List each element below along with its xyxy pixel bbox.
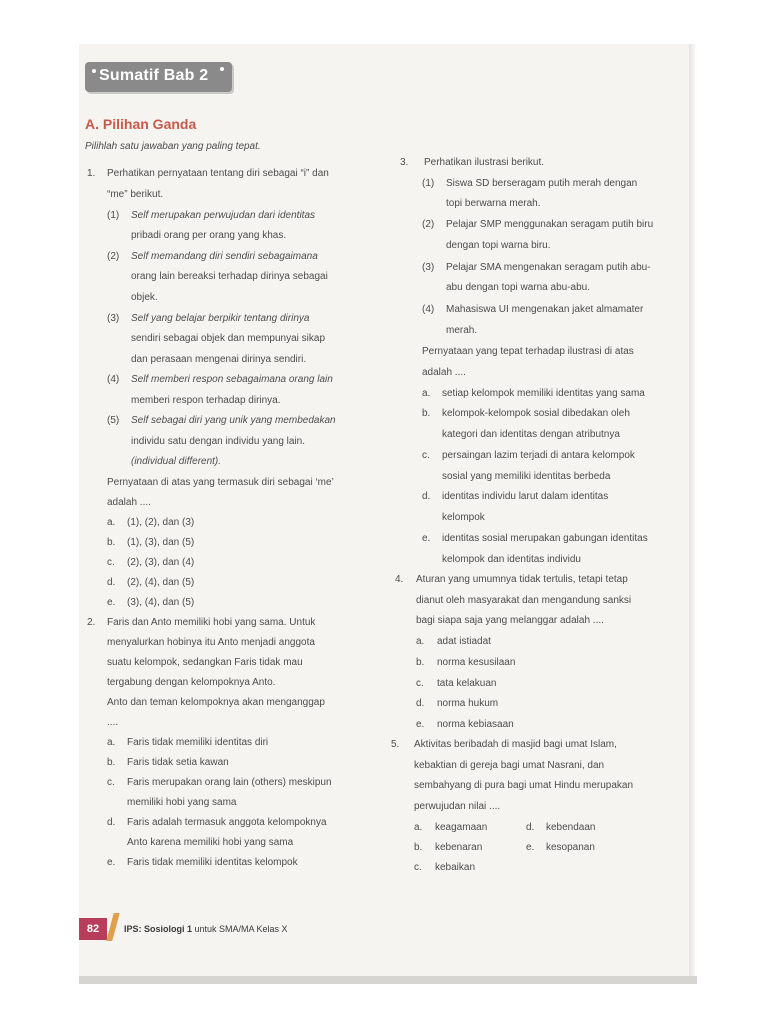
text-line: Faris tidak setia kawan — [127, 757, 229, 768]
chapter-banner — [85, 62, 232, 92]
text-line: b. — [107, 537, 116, 548]
text-line: sembahyang di pura bagi umat Hindu merupakan — [414, 780, 634, 791]
text-line: (3), (4), dan (5) — [127, 597, 195, 608]
text-line: keagamaan — [435, 822, 488, 833]
text-line: d. — [422, 491, 431, 502]
text-line: c. — [416, 678, 424, 689]
text-line: objek. — [131, 292, 158, 303]
page-shadow — [689, 44, 697, 982]
text-line: memiliki hobi yang sama — [127, 797, 237, 808]
text-line: (2) — [422, 219, 435, 230]
text-line: Faris tidak memiliki identitas kelompok — [127, 857, 298, 868]
book-title-bold: IPS: Sosiologi 1 — [124, 924, 193, 934]
text-line: 5. — [391, 739, 400, 750]
book-title — [124, 924, 288, 934]
text-line: (1) — [107, 210, 120, 221]
text-line: kelompok-kelompok sosial dibedakan oleh — [442, 408, 630, 419]
text-line: d. — [107, 817, 116, 828]
text-line: menyalurkan hobinya itu Anto menjadi anggota — [107, 637, 315, 648]
text-line: c. — [107, 557, 115, 568]
text-line: Aktivitas beribadah di masjid bagi umat Islam, — [414, 739, 617, 750]
text-line: Pernyataan yang tepat terhadap ilustrasi di atas — [422, 346, 634, 357]
text-line: adat istiadat — [437, 636, 491, 647]
text-line: (5) — [107, 415, 120, 426]
text-line: Perhatikan ilustrasi berikut. — [424, 157, 545, 168]
text-line: norma kesusilaan — [437, 657, 516, 668]
text-line: a. — [414, 822, 423, 833]
text-line: b. — [416, 657, 425, 668]
text-line: (3) — [422, 262, 435, 273]
text-line: Faris adalah termasuk anggota kelompoknya — [127, 817, 327, 828]
text-line: kebendaan — [546, 822, 596, 833]
text-line: kebenaran — [435, 842, 483, 853]
text-line: 2. — [87, 617, 96, 628]
text-line: Self yang belajar berpikir tentang dirinya — [131, 313, 310, 324]
text-line: Mahasiswa UI mengenakan jaket almamater — [446, 304, 644, 315]
text-line: pribadi orang per orang yang khas. — [131, 230, 287, 241]
text-line: topi berwarna merah. — [446, 198, 541, 209]
text-line: b. — [422, 408, 431, 419]
text-line: dianut oleh masyarakat dan mengandung sanksi — [416, 595, 632, 606]
text-line: (2) — [107, 251, 120, 262]
text-line: a. — [416, 636, 425, 647]
text-line: d. — [416, 698, 425, 709]
text-line: sosial yang memiliki identitas berbeda — [442, 471, 611, 482]
text-line: e. — [107, 597, 116, 608]
text-line: c. — [107, 777, 115, 788]
text-line: dan perasaan mengenai dirinya sendiri. — [131, 354, 307, 365]
text-line: (1), (3), dan (5) — [127, 537, 195, 548]
text-line: a. — [107, 517, 116, 528]
banner-dot — [92, 69, 96, 73]
text-line: d. — [526, 822, 535, 833]
page-number: 82 — [79, 918, 107, 940]
text-line: adalah .... — [422, 367, 466, 378]
text-line: kelompok — [442, 512, 485, 523]
text-line: 3. — [400, 157, 409, 168]
text-line: Anto karena memiliki hobi yang sama — [127, 837, 294, 848]
text-line: kebaktian di gereja bagi umat Nasrani, dan — [414, 760, 605, 771]
text-line: a. — [422, 388, 431, 399]
text-line: (1) — [422, 178, 435, 189]
text-line: (3) — [107, 313, 120, 324]
text-line: Pernyataan di atas yang termasuk diri sebagai ‘me’ — [107, 477, 334, 488]
text-line: memberi respon terhadap dirinya. — [131, 395, 281, 406]
text-line: (individual different). — [131, 456, 222, 467]
text-line: Self sebagai diri yang unik yang membedakan — [131, 415, 336, 426]
text-line: Anto dan teman kelompoknya akan menganggap — [107, 697, 325, 708]
text-line: Aturan yang umumnya tidak tertulis, tetapi tetap — [416, 574, 628, 585]
text-line: tergabung dengan kelompoknya Anto. — [107, 677, 276, 688]
text-line: kesopanan — [546, 842, 595, 853]
text-line: kelompok dan identitas individu — [442, 554, 581, 565]
text-line: persaingan lazim terjadi di antara kelompok — [442, 450, 635, 461]
section-title: A. Pilihan Ganda — [85, 116, 197, 132]
text-line: suatu kelompok, sedangkan Faris tidak mau — [107, 657, 303, 668]
text-line: individu satu dengan individu yang lain. — [131, 436, 306, 447]
text-line: abu dengan topi warna abu-abu. — [446, 282, 591, 293]
text-line: a. — [107, 737, 116, 748]
text-line: b. — [107, 757, 116, 768]
text-line: Self memberi respon sebagaimana orang lain — [131, 374, 333, 385]
text-line: identitas individu larut dalam identitas — [442, 491, 609, 502]
text-line: perwujudan nilai .... — [414, 801, 501, 812]
text-line: merah. — [446, 325, 478, 336]
text-line: (2), (4), dan (5) — [127, 577, 195, 588]
text-line: 1. — [87, 168, 96, 179]
text-line: e. — [107, 857, 116, 868]
text-line: dengan topi warna biru. — [446, 240, 551, 251]
text-line: norma kebiasaan — [437, 719, 514, 730]
text-line: adalah .... — [107, 497, 151, 508]
text-line: e. — [526, 842, 535, 853]
text-line: .... — [107, 717, 119, 728]
text-line: sendiri sebagai objek dan mempunyai sikap — [131, 333, 326, 344]
chapter-title: Sumatif Bab 2 — [99, 67, 209, 84]
text-line: Faris merupakan orang lain (others) meskipun — [127, 777, 332, 788]
text-line: Pelajar SMA mengenakan seragam putih abu- — [446, 262, 651, 273]
text-line: e. — [416, 719, 425, 730]
text-line: 4. — [395, 574, 404, 585]
text-line: setiap kelompok memiliki identitas yang sama — [442, 388, 645, 399]
text-line: “me” berikut. — [107, 189, 164, 200]
text-line: identitas sosial merupakan gabungan identitas — [442, 533, 648, 544]
text-line: norma hukum — [437, 698, 499, 709]
text-line: Faris tidak memiliki identitas diri — [127, 737, 269, 748]
text-line: Self merupakan perwujudan dari identitas — [131, 210, 315, 221]
book-title-rest: untuk SMA/MA Kelas X — [192, 924, 288, 934]
page-bottom-edge — [79, 976, 697, 984]
text-line: c. — [414, 862, 422, 873]
text-line: Perhatikan pernyataan tentang diri sebagai “i” dan — [107, 168, 329, 179]
text-line: Self memandang diri sendiri sebagaimana — [131, 251, 318, 262]
text-line: Siswa SD berseragam putih merah dengan — [446, 178, 638, 189]
text-line: tata kelakuan — [437, 678, 497, 689]
text-line: (1), (2), dan (3) — [127, 517, 195, 528]
text-line: b. — [414, 842, 423, 853]
text-line: d. — [107, 577, 116, 588]
text-line: orang lain bereaksi terhadap dirinya sebagai — [131, 271, 328, 282]
text-line: c. — [422, 450, 430, 461]
text-line: bagi siapa saja yang melanggar adalah .... — [416, 615, 604, 626]
section-instruction: Pilihlah satu jawaban yang paling tepat. — [85, 141, 261, 152]
text-line: kategori dan identitas dengan atributnya — [442, 429, 620, 440]
text-line: (2), (3), dan (4) — [127, 557, 195, 568]
text-line: Faris dan Anto memiliki hobi yang sama. Untuk — [107, 617, 316, 628]
banner-dot — [220, 67, 224, 71]
text-line: (4) — [422, 304, 435, 315]
text-line: kebaikan — [435, 862, 476, 873]
text-line: e. — [422, 533, 431, 544]
text-line: (4) — [107, 374, 120, 385]
text-line: Pelajar SMP menggunakan seragam putih biru — [446, 219, 654, 230]
